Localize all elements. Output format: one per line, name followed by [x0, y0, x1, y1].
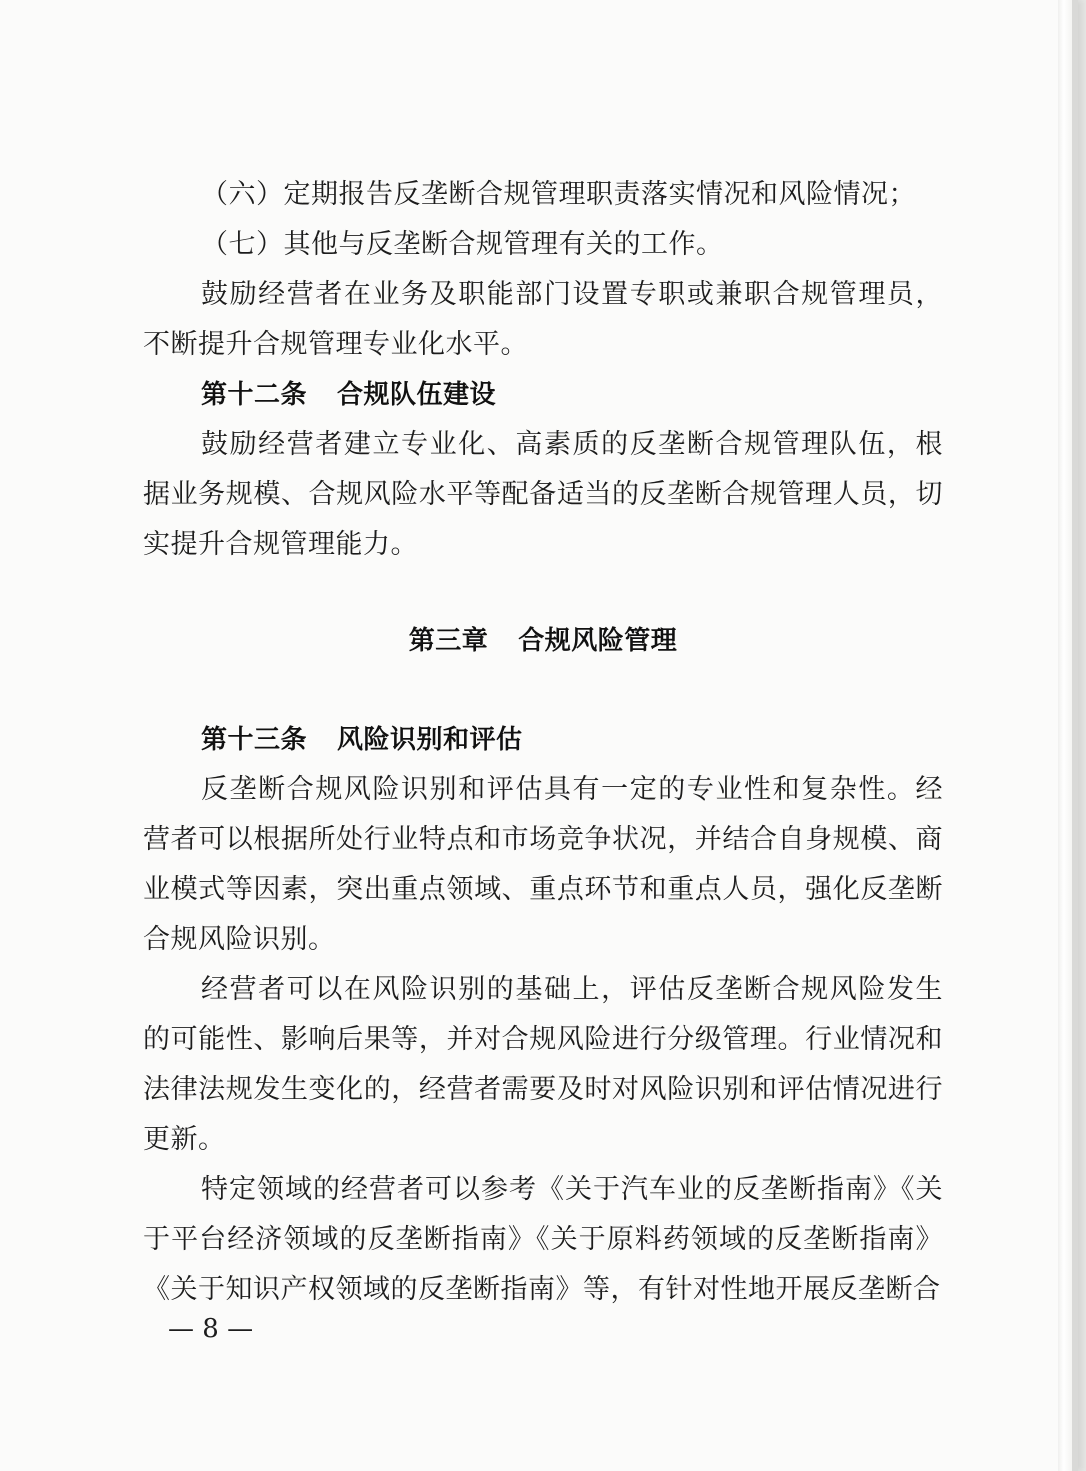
article-13 [143, 715, 943, 1315]
article-13-paragraph: 经营者可以在风险识别的基础上，评估反垄断合规风险发生的可能性、影响后果等，并对合规风险进行分级管理。行业情况和法律法规发生变化的，经营者需要及时对风险识别和评估情况进行更新。 [143, 974, 943, 1155]
chapter-3 [143, 616, 943, 666]
article-13-number: 第十三条 [201, 725, 308, 755]
page-edge [1058, 0, 1072, 1471]
article-12-text: 鼓励经营者建立专业化、高素质的反垄断合规管理队伍，根据业务规模、合规风险水平等配备适当的反垄断合规管理人员，切实提升合规管理能力。 [143, 429, 943, 560]
paragraph-encourage-compliance-officers: 鼓励经营者在业务及职能部门设置专职或兼职合规管理员，不断提升合规管理专业化水平。 [143, 279, 943, 360]
article-12-number: 第十二条 [201, 380, 308, 410]
chapter-3-number: 第三章 [408, 626, 489, 656]
article-12-title: 合规队伍建设 [337, 380, 497, 410]
paragraph-item-6: （六）定期报告反垄断合规管理职责落实情况和风险情况； [201, 179, 916, 210]
chapter-3-title: 合规风险管理 [518, 626, 678, 656]
article-13-title: 风险识别和评估 [337, 725, 523, 755]
chapter-3-heading [143, 616, 943, 666]
top-paragraphs [143, 170, 943, 370]
paragraph-item-7: （七）其他与反垄断合规管理有关的工作。 [201, 229, 724, 260]
article-13-paragraph: 反垄断合规风险识别和评估具有一定的专业性和复杂性。经营者可以根据所处行业特点和市场竞争状况，并结合自身规模、商业模式等因素，突出重点领域、重点环节和重点人员，强化反垄断合规风险识别。 [143, 774, 943, 955]
article-13-paragraph: 特定领域的经营者可以参考《关于汽车业的反垄断指南》《关于平台经济领域的反垄断指南》《关于原料药领域的反垄断指南》《关于知识产权领域的反垄断指南》等，有针对性地开展反垄断合 [143, 1174, 943, 1305]
article-12 [143, 370, 943, 570]
page-number: — 8 — [168, 1314, 254, 1344]
article-12-heading [143, 370, 943, 420]
article-13-heading [143, 715, 943, 765]
